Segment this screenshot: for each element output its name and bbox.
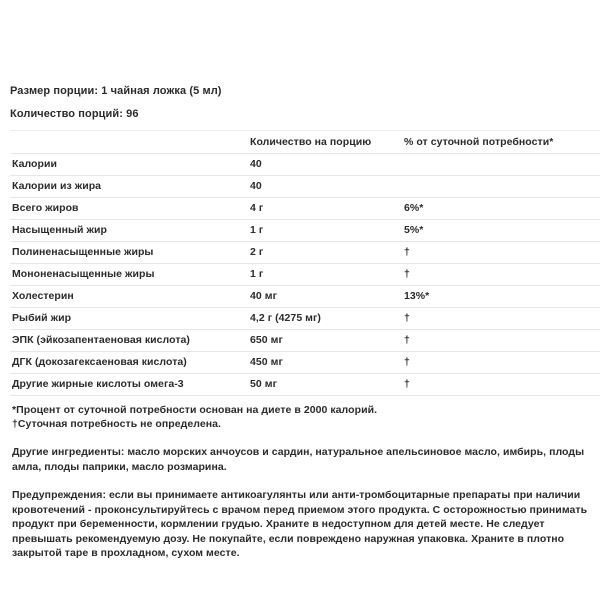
footnotes-block xyxy=(10,404,590,431)
table-row xyxy=(10,154,600,176)
table-row xyxy=(10,374,600,396)
nutrient-name: Полиненасыщенные жиры xyxy=(12,246,154,258)
nutrient-daily-value: † xyxy=(404,334,410,346)
nutrient-daily-value: 5%* xyxy=(404,224,424,236)
nutrient-amount: 40 xyxy=(250,158,262,170)
nutrient-name: ЭПК (эйкозапентаеновая кислота) xyxy=(12,334,190,346)
nutrient-amount: 4,2 г (4275 мг) xyxy=(250,312,321,324)
nutrient-daily-value: † xyxy=(404,312,410,324)
nutrient-name: Насыщенный жир xyxy=(12,224,107,236)
nutrient-name: Калории из жира xyxy=(12,180,102,192)
nutrient-daily-value: 13%* xyxy=(404,290,430,302)
nutrient-daily-value xyxy=(404,176,600,198)
table-row xyxy=(10,352,600,374)
footnote-asterisk: *Процент от суточной потребности основан на диете в 2000 калорий. xyxy=(12,404,378,416)
table-row xyxy=(10,330,600,352)
nutrient-amount: 650 мг xyxy=(250,334,283,346)
nutrient-name: Холестерин xyxy=(12,290,74,302)
column-header-amount-per-serving: Количество на порцию xyxy=(250,135,372,148)
servings-per-container-line: Количество порций: 96 xyxy=(10,108,139,120)
nutrient-amount: 40 мг xyxy=(250,290,277,302)
column-header-daily-value: % от суточной потребности* xyxy=(404,135,554,148)
text-sections xyxy=(10,445,590,561)
nutrient-amount: 50 мг xyxy=(250,378,277,390)
nutrient-name: Мононенасыщенные жиры xyxy=(12,268,155,280)
table-row xyxy=(10,242,600,264)
column-header-nutrient xyxy=(10,131,250,154)
table-row xyxy=(10,286,600,308)
nutrient-amount: 40 xyxy=(250,180,262,192)
footnote-dagger: †Суточная потребность не определена. xyxy=(12,417,221,430)
nutrient-name: ДГК (докозагексаеновая кислота) xyxy=(12,356,187,368)
table-header-row xyxy=(10,131,600,154)
table-row xyxy=(10,198,600,220)
table-row xyxy=(10,308,600,330)
serving-info-block xyxy=(10,0,590,121)
nutrient-daily-value: † xyxy=(404,356,410,368)
nutrient-name: Калории xyxy=(12,158,57,170)
nutrition-table-body xyxy=(10,154,600,396)
nutrient-name: Рыбий жир xyxy=(12,312,72,324)
nutrition-table-head xyxy=(10,131,600,154)
nutrient-amount: 1 г xyxy=(250,224,264,236)
nutrient-name: Другие жирные кислоты омега-3 xyxy=(12,378,184,390)
table-row xyxy=(10,264,600,286)
nutrient-daily-value: † xyxy=(404,246,410,258)
nutrient-daily-value xyxy=(404,154,600,176)
nutrient-daily-value: † xyxy=(404,268,410,280)
nutrient-name: Всего жиров xyxy=(12,202,79,214)
nutrient-daily-value: 6%* xyxy=(404,202,424,214)
serving-size-line: Размер порции: 1 чайная ложка (5 мл) xyxy=(10,85,222,97)
table-row xyxy=(10,176,600,198)
other-ingredients-paragraph: Другие ингредиенты: масло морских анчоусов и сардин, натуральное апельсиновое масло, имбирь, плоды амла, плоды паприки, масло розмарина. xyxy=(12,446,585,473)
nutrient-amount: 4 г xyxy=(250,202,264,214)
nutrient-amount: 450 мг xyxy=(250,356,283,368)
warnings-paragraph: Предупреждения: если вы принимаете антикоагулянты или анти-тромбоцитарные препараты при наличии кровотечений - проконсультируйтесь с врачом перед приемом этого продукта. С осторожностью принимать продукт при беременности, кормлении грудью. Храните в недоступном для детей месте. Не следует превышать рекомендуемую дозу. Не покупайте, если повреждено наружная упаковка. Храните в плотно закрытой таре в прохладном, сухом месте. xyxy=(12,489,588,559)
nutrition-facts-table xyxy=(10,130,600,396)
nutrient-amount: 1 г xyxy=(250,268,264,280)
nutrient-amount: 2 г xyxy=(250,246,264,258)
table-row xyxy=(10,220,600,242)
nutrient-daily-value: † xyxy=(404,378,410,390)
